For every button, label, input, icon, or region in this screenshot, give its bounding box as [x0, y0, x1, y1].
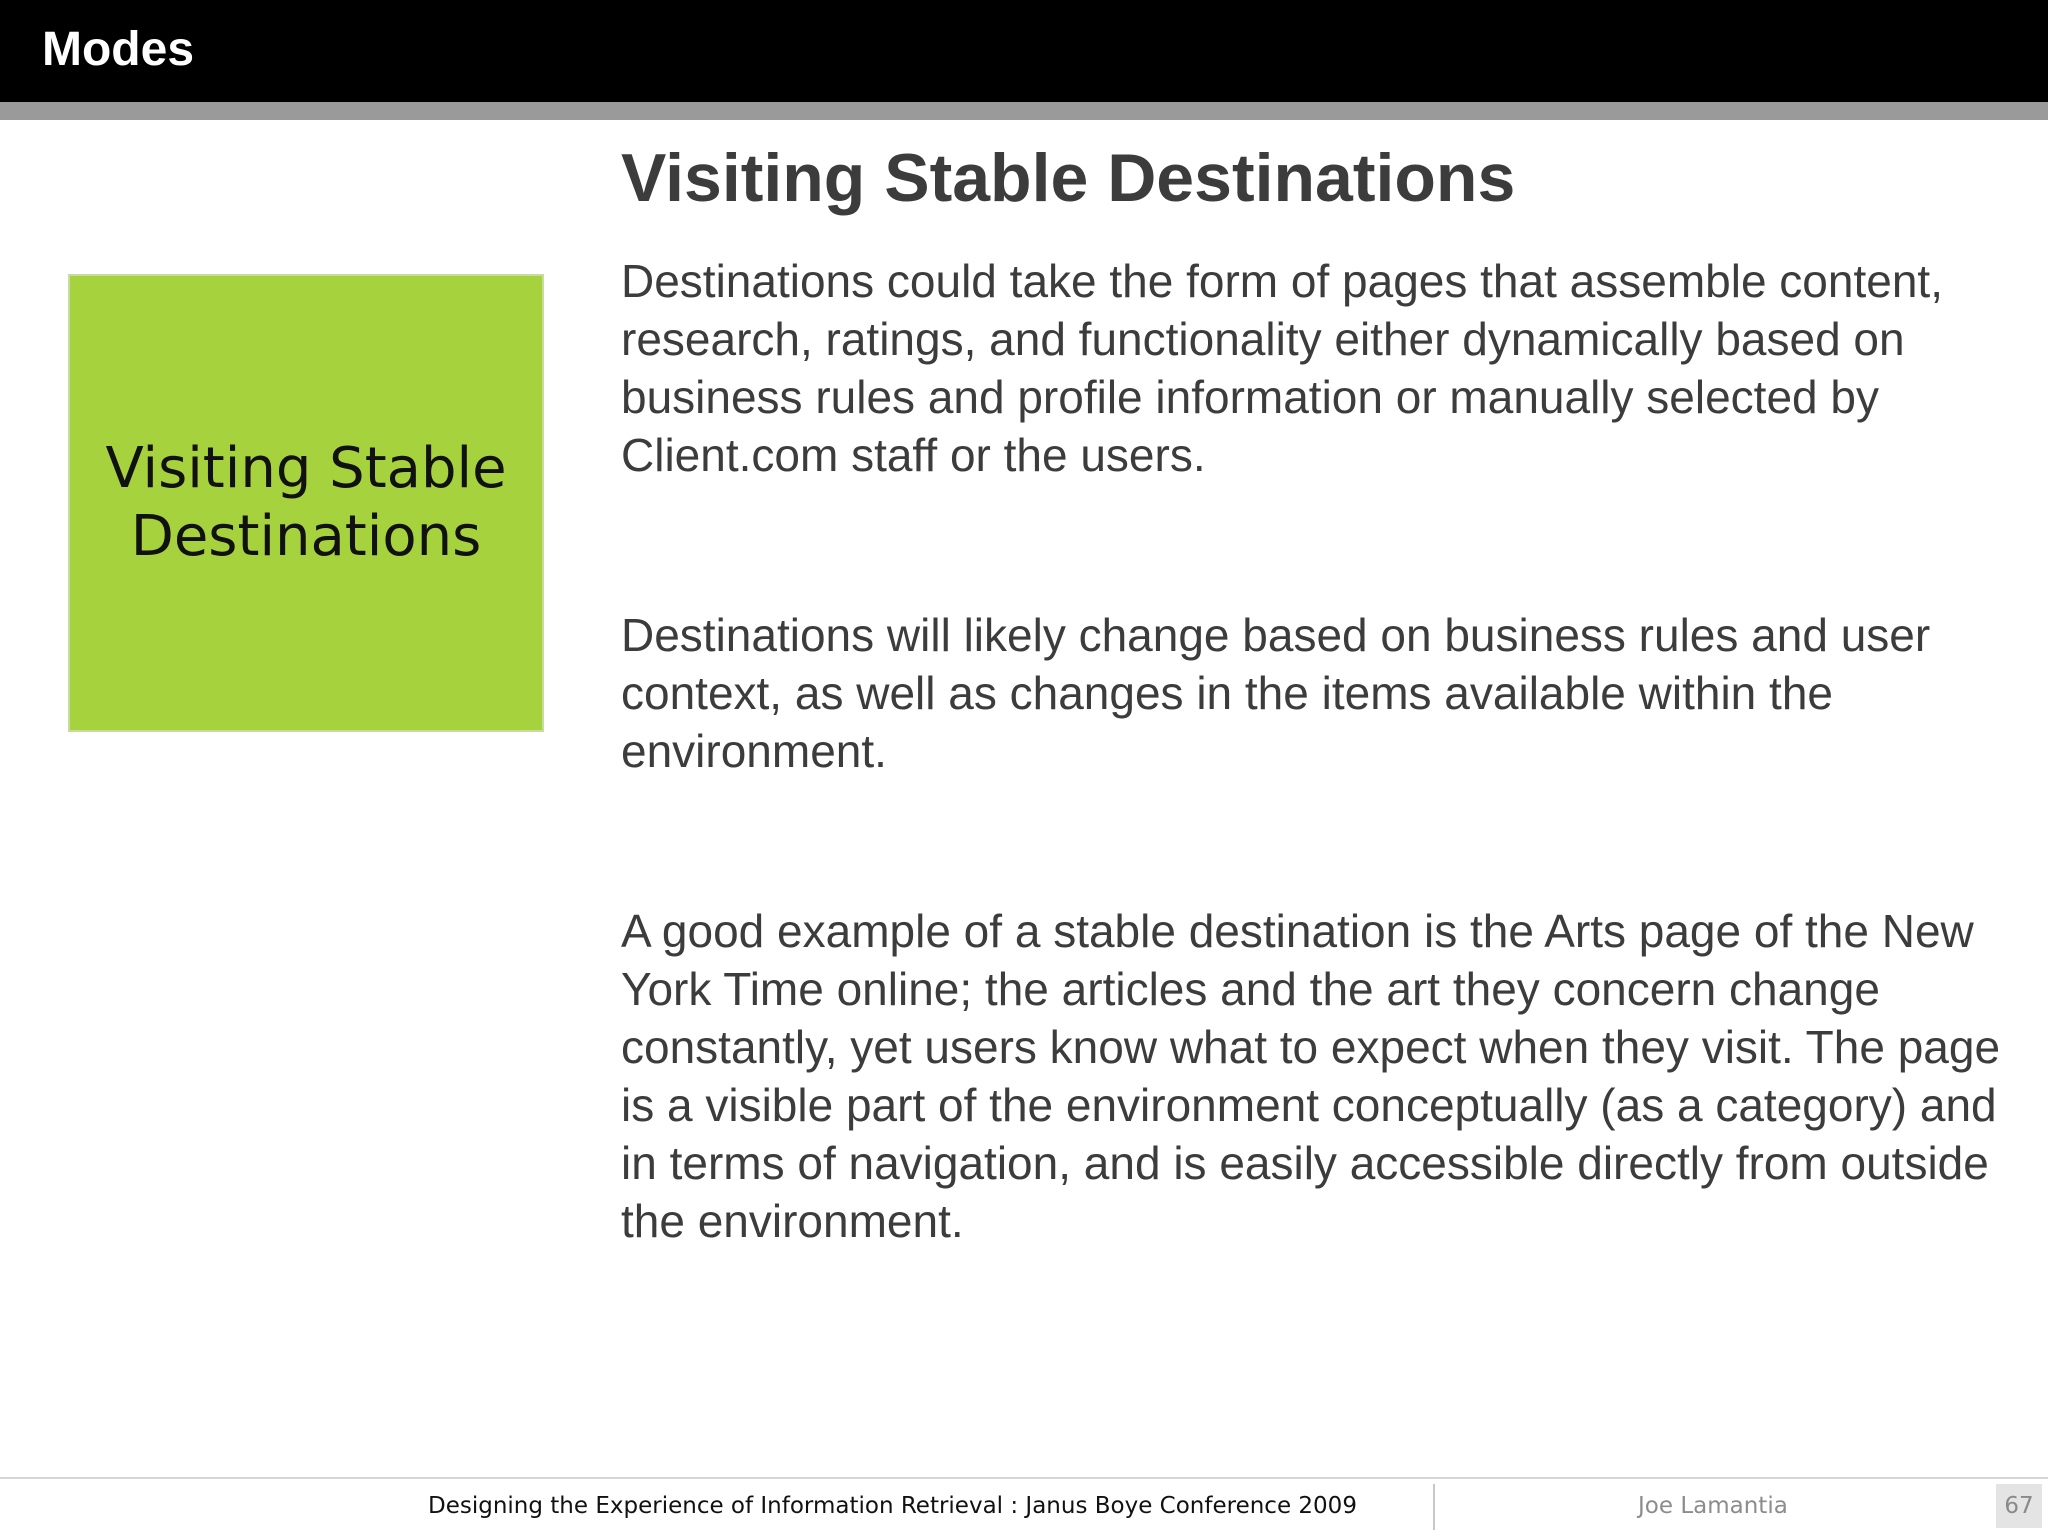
footer-separator: [1433, 1484, 1435, 1530]
paragraph-3: A good example of a stable destination is the Arts page of the New York Time online; the articles and the art they concern change constantly, yet users know what to expect when they visit. The page is a visible part of the environment conceptually (as a category) and in terms of navigation, and is easily accessible directly from outside the environment.: [621, 905, 2001, 1247]
page-number: 67: [1996, 1484, 2042, 1528]
mode-box: [68, 274, 544, 732]
footer-conference-title: Designing the Experience of Information Retrieval : Janus Boye Conference 2009: [428, 1493, 1357, 1519]
footer-divider-line: [0, 1477, 2048, 1479]
header-underline: [0, 102, 2048, 120]
mode-box-label: Visiting Stable Destinations: [105, 436, 507, 569]
slide-section-title: Modes: [42, 23, 195, 76]
paragraph-1: Destinations could take the form of pages that assemble content, research, ratings, and functionality either dynamically based on business rules and profile information or manually selected by Client.com staff or the users.: [621, 255, 1943, 481]
header-bar: [0, 0, 2048, 102]
paragraph-2: Destinations will likely change based on business rules and user context, as well as changes in the items available within the environment.: [621, 609, 1931, 777]
footer-author: Joe Lamantia: [1638, 1493, 1788, 1519]
page-title: Visiting Stable Destinations: [621, 140, 1516, 216]
